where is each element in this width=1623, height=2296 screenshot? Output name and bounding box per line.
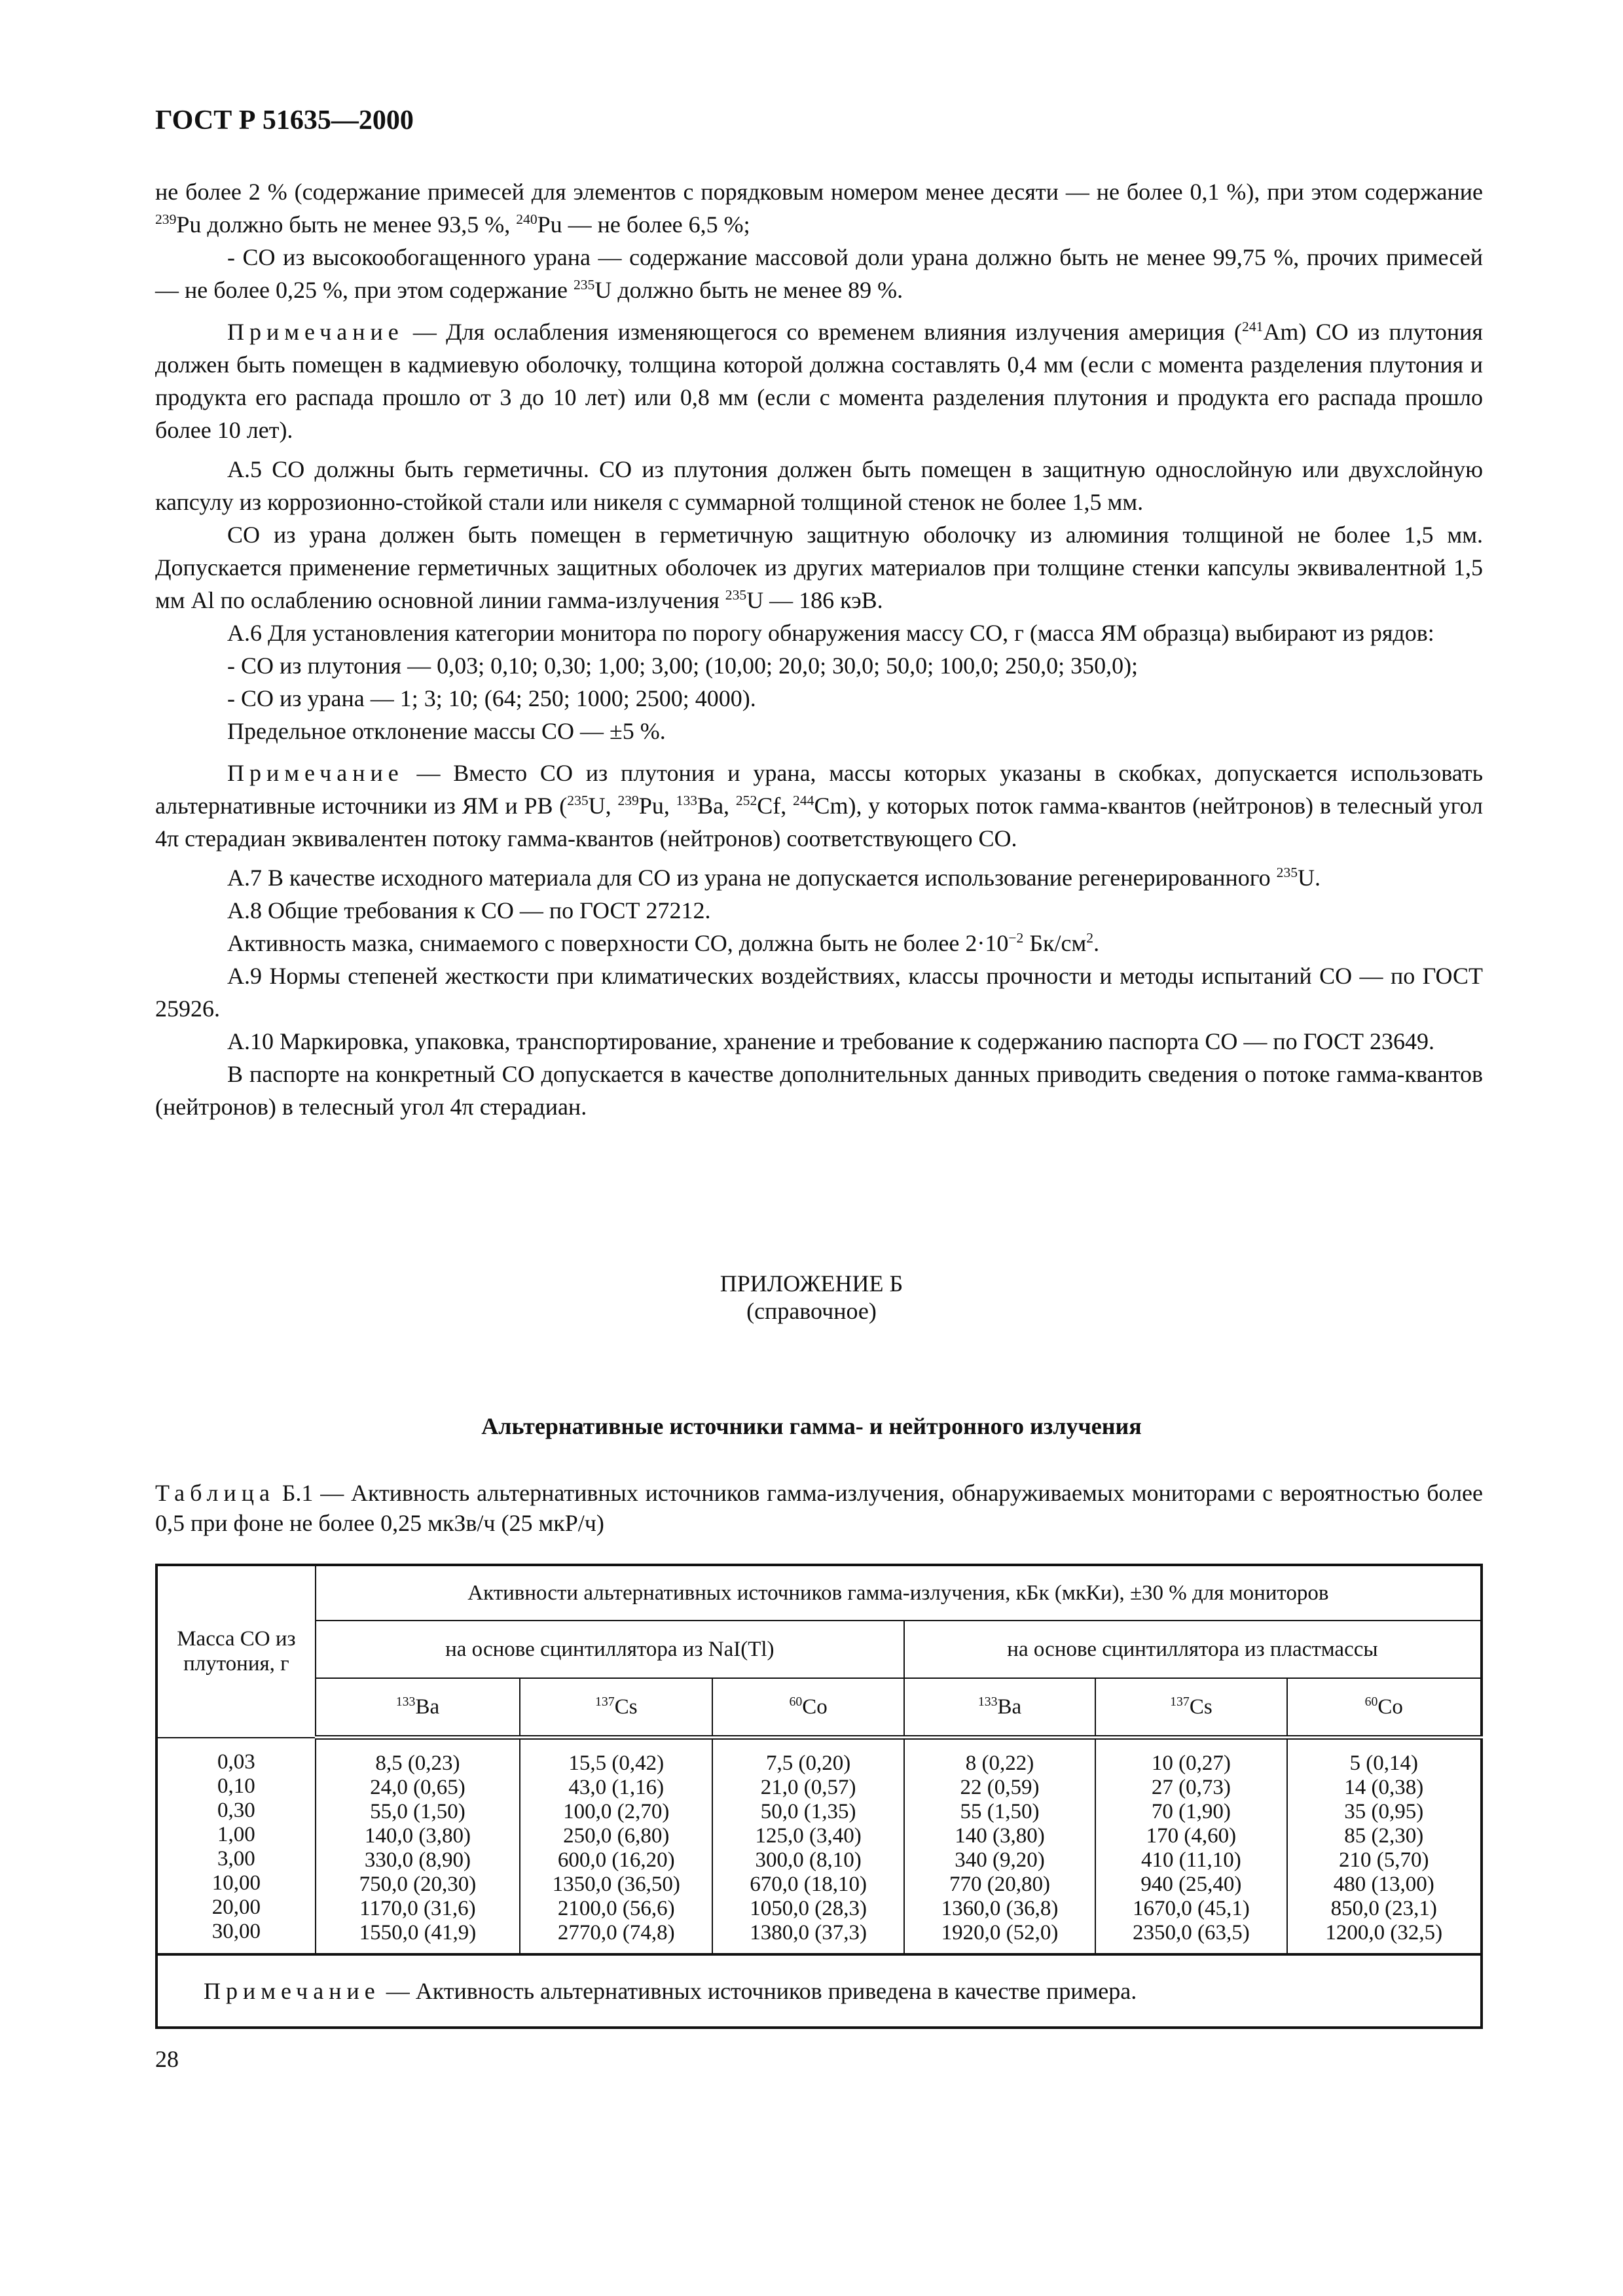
table-cell: 2350,0 (63,5) (1133, 1921, 1250, 1945)
table-cell: 10,00 (211, 1871, 261, 1895)
table-cell: 5 (0,14) (1349, 1751, 1419, 1775)
paragraph (155, 715, 1483, 747)
isotope-header: $^{137}$Cs (520, 1678, 712, 1738)
text-run: Активность мазка, снимаемого с поверхности СО, должна быть не более 2·10 (227, 930, 1009, 956)
table-cell: 43,0 (1,16) (568, 1776, 665, 1799)
note-paragraph (155, 757, 1483, 855)
paragraph (155, 1025, 1483, 1058)
table-note-text: — Активность альтернативных источников приведена в качестве примера. (380, 1978, 1137, 2004)
text-run: А.8 Общие требования к СО — по ГОСТ 27212. (227, 897, 711, 924)
header-plastic: на основе сцинтиллятора из пластмассы (904, 1621, 1482, 1678)
appendix-subtitle: (справочное) (746, 1298, 877, 1324)
table-cell: 7,5 (0,20) (766, 1751, 851, 1775)
table-cell: 1170,0 (31,6) (359, 1897, 476, 1920)
activity-table (155, 1564, 1483, 2029)
paragraph (155, 175, 1483, 241)
table-cell: 35 (0,95) (1344, 1800, 1424, 1823)
isotope-header: $^{60}$Co (1287, 1678, 1482, 1738)
text-run: - СО из высокообогащенного урана — содержание массовой доли урана должно быть не менее 99,75 %, прочих примесей — не более 0,25 %, при этом содержание (155, 244, 1483, 303)
paragraph (155, 617, 1483, 649)
table-cell: 1050,0 (28,3) (750, 1897, 867, 1920)
text-run: . (1093, 930, 1100, 956)
table-cell: 340 (9,20) (955, 1848, 1045, 1872)
table-cell: 0,10 (217, 1774, 255, 1798)
text-run: 240 (516, 211, 538, 227)
text-run: Предельное отклонение массы СО — ±5 %. (227, 718, 666, 744)
isotope-header: $^{137}$Cs (1095, 1678, 1286, 1738)
table-cell: 0,03 (217, 1749, 255, 1774)
table-cell: 1350,0 (36,50) (552, 1873, 680, 1896)
table-cell: 14 (0,38) (1344, 1776, 1424, 1799)
text-run: 235 (567, 793, 589, 808)
text-run: −2 (1008, 930, 1024, 946)
table-cell: 210 (5,70) (1339, 1848, 1429, 1872)
table-cell: 100,0 (2,70) (563, 1800, 670, 1823)
text-run: А.6 Для установления категории монитора по порогу обнаружения массу СО, г (масса ЯМ образца) выбирают из рядов: (227, 620, 1434, 646)
table-cell: 85 (2,30) (1344, 1824, 1424, 1848)
text-run: 239 (155, 211, 177, 227)
table-cell: 850,0 (23,1) (1330, 1897, 1437, 1920)
table-cell: 1920,0 (52,0) (941, 1921, 1059, 1945)
table-cell: 940 (25,40) (1140, 1873, 1242, 1896)
text-run: А.9 Нормы степеней жесткости при климатических воздействиях, классы прочности и методы испытаний СО — по ГОСТ 25926. (155, 963, 1483, 1022)
activity-column (520, 1738, 712, 1955)
table-cell: 410 (11,10) (1141, 1848, 1241, 1872)
header-group: Активности альтернативных источников гамма-излучения, кБк (мкКи), ±30 % для мониторов (316, 1565, 1482, 1621)
text-run: 2 (1086, 930, 1094, 946)
text-run: 252 (735, 793, 757, 808)
paragraph (155, 241, 1483, 306)
text-run: Pu — не более 6,5 %; (537, 211, 750, 238)
table-cell: 670,0 (18,10) (750, 1873, 867, 1896)
paragraph (155, 960, 1483, 1025)
text-run: — Для ослабления изменяющегося со временем влияния излучения америция ( (403, 319, 1243, 345)
document-header: ГОСТ Р 51635—2000 (155, 105, 414, 135)
table-cell: 170 (4,60) (1146, 1824, 1237, 1848)
table-cell: 24,0 (0,65) (370, 1776, 465, 1799)
table-cell: 1200,0 (32,5) (1325, 1921, 1443, 1945)
activity-column (712, 1738, 903, 1955)
table-cell: 3,00 (217, 1846, 255, 1871)
page-number: 28 (155, 2046, 179, 2072)
activity-column (316, 1738, 520, 1955)
paragraph (155, 649, 1483, 682)
text-run: В паспорте на конкретный СО допускается в качестве дополнительных данных приводить сведения о потоке гамма-квантов (нейтронов) в телесный угол 4π стерадиан. (155, 1061, 1483, 1120)
table-cell: 140 (3,80) (955, 1824, 1045, 1848)
table-cell: 600,0 (16,20) (557, 1848, 675, 1872)
text-run: 235 (1276, 865, 1298, 880)
caption-text: Б.1 — Активность альтернативных источников гамма-излучения, обнаруживаемых мониторами с вероятностью более 0,5 при фоне не более 0,25 мкЗв/ч (25 мкР/ч) (155, 1480, 1483, 1536)
table-cell: 20,00 (211, 1895, 261, 1919)
table-cell: 10 (0,27) (1151, 1751, 1231, 1775)
table-note-label: Примечание (204, 1978, 380, 2004)
text-run: 241 (1242, 319, 1264, 334)
table-cell: 125,0 (3,40) (755, 1824, 862, 1848)
text-run: 133 (676, 793, 698, 808)
text-run: Cm), у которых поток гамма-квантов (нейтронов) в телесный угол 4π стерадиан эквивалентен потоку гамма-квантов (нейтронов) соответствующего СО. (155, 793, 1484, 852)
table-cell: 21,0 (0,57) (760, 1776, 856, 1799)
paragraph (155, 861, 1483, 894)
paragraph (155, 894, 1483, 927)
table-cell: 330,0 (8,90) (364, 1848, 471, 1872)
text-run: Примечание (227, 760, 404, 786)
table-cell: 480 (13,00) (1333, 1873, 1434, 1896)
text-run: Am) СО из плутония должен быть помещен в кадмиевую оболочку, толщина которой должна составлять 0,4 мм (если с момента разделения плутония и продукта его распада прошло от 3 до 10 лет) или 0,8 мм (если с момента разделения плутония и продукта его распада прошло более 10 лет). (155, 319, 1483, 443)
paragraph (155, 1058, 1483, 1123)
text-run: 244 (793, 793, 814, 808)
header-nai: на основе сцинтиллятора из NaI(Tl) (316, 1621, 904, 1678)
text-run: не более 2 % (содержание примесей для элементов с порядковым номером менее десяти — не более 0,1 %), при этом содержание (155, 179, 1483, 205)
text-run: А.7 В качестве исходного материала для СО из урана не допускается использование регенерированного (227, 865, 1277, 891)
text-run: 235 (725, 587, 747, 603)
text-run: U должно быть не менее 89 %. (594, 277, 903, 303)
isotope-header: $^{60}$Co (712, 1678, 903, 1738)
text-run: 239 (617, 793, 639, 808)
isotope-header: $^{133}$Ba (904, 1678, 1095, 1738)
table-cell: 250,0 (6,80) (563, 1824, 670, 1848)
table-cell: 1670,0 (45,1) (1133, 1897, 1250, 1920)
table-cell: 1360,0 (36,8) (941, 1897, 1059, 1920)
text-run: - СО из плутония — 0,03; 0,10; 0,30; 1,00; 3,00; (10,00; 20,0; 30,0; 50,0; 100,0; 250,0; 350,0); (227, 653, 1139, 679)
table-cell: 1380,0 (37,3) (750, 1921, 867, 1945)
text-run: - СО из урана — 1; 3; 10; (64; 250; 1000; 2500; 4000). (227, 685, 756, 711)
activity-column (1287, 1738, 1482, 1955)
table-note (156, 1954, 1482, 2028)
document-body (155, 175, 1483, 1123)
text-run: А.5 СО должны быть герметичны. СО из плутония должен быть помещен в защитную однослойную или двухслойную капсулу из коррозионно-стойкой стали или никеля с суммарной толщиной стенок не более 1,5 мм. (155, 456, 1483, 515)
table-cell: 0,30 (217, 1798, 255, 1822)
table-caption (155, 1478, 1483, 1538)
text-run: СО из урана должен быть помещен в герметичную защитную оболочку из алюминия толщиной не более 1,5 мм. Допускается применение герметичных защитных оболочек из других материалов при толщине стенки капсулы эквивалентной 1,5 мм Al по ослаблению основной линии гамма-излучения (155, 522, 1483, 613)
isotope-header: $^{133}$Ba (316, 1678, 520, 1738)
table-cell: 770 (20,80) (949, 1873, 1051, 1896)
table-cell: 2100,0 (56,6) (557, 1897, 675, 1920)
paragraph (155, 927, 1483, 960)
text-run: — Вместо СО из плутония и урана, массы которых указаны в скобках, допускается использовать альтернативные источники из ЯМ и РВ ( (155, 760, 1483, 819)
text-run: U. (1298, 865, 1321, 891)
table-cell: 750,0 (20,30) (359, 1873, 477, 1896)
note-paragraph (155, 315, 1483, 446)
paragraph (155, 518, 1483, 617)
text-run: Pu должно быть не менее 93,5 %, (176, 211, 517, 238)
text-run: А.10 Маркировка, упаковка, транспортирование, хранение и требование к содержанию паспорта СО — по ГОСТ 23649. (227, 1028, 1434, 1054)
appendix-heading: Альтернативные источники гамма- и нейтронного излучения (481, 1413, 1142, 1439)
text-run: Pu, (638, 793, 676, 819)
table-cell: 50,0 (1,35) (760, 1800, 856, 1823)
table-cell: 22 (0,59) (960, 1776, 1040, 1799)
text-run: Cf, (757, 793, 793, 819)
table-cell: 140,0 (3,80) (364, 1824, 471, 1848)
paragraph (155, 453, 1483, 518)
text-run: U — 186 кэВ. (746, 587, 883, 613)
activity-column (904, 1738, 1095, 1955)
table-cell: 55,0 (1,50) (370, 1800, 465, 1823)
table-cell: 30,00 (211, 1919, 261, 1943)
table-cell: 70 (1,90) (1151, 1800, 1231, 1823)
table-cell: 27 (0,73) (1151, 1776, 1231, 1799)
table-cell: 1,00 (217, 1822, 255, 1846)
mass-column (156, 1738, 316, 1955)
table-cell: 8 (0,22) (965, 1751, 1034, 1775)
table-cell: 300,0 (8,10) (755, 1848, 862, 1872)
table-cell: 2770,0 (74,8) (557, 1921, 675, 1945)
table-cell: 1550,0 (41,9) (359, 1921, 477, 1945)
appendix-title: ПРИЛОЖЕНИЕ Б (720, 1270, 903, 1297)
text-run: U, (588, 793, 618, 819)
text-run: Примечание (227, 319, 404, 345)
table-cell: 8,5 (0,23) (375, 1751, 460, 1775)
text-run: Бк/см (1023, 930, 1087, 956)
paragraph (155, 682, 1483, 715)
header-mass: Масса СО из плутония, г (156, 1565, 316, 1738)
text-run: Ba, (697, 793, 736, 819)
text-run: 235 (573, 277, 595, 293)
table-cell: 15,5 (0,42) (568, 1751, 665, 1775)
caption-label: Таблица (155, 1480, 275, 1506)
table-cell: 55 (1,50) (960, 1800, 1040, 1823)
activity-column (1095, 1738, 1286, 1955)
